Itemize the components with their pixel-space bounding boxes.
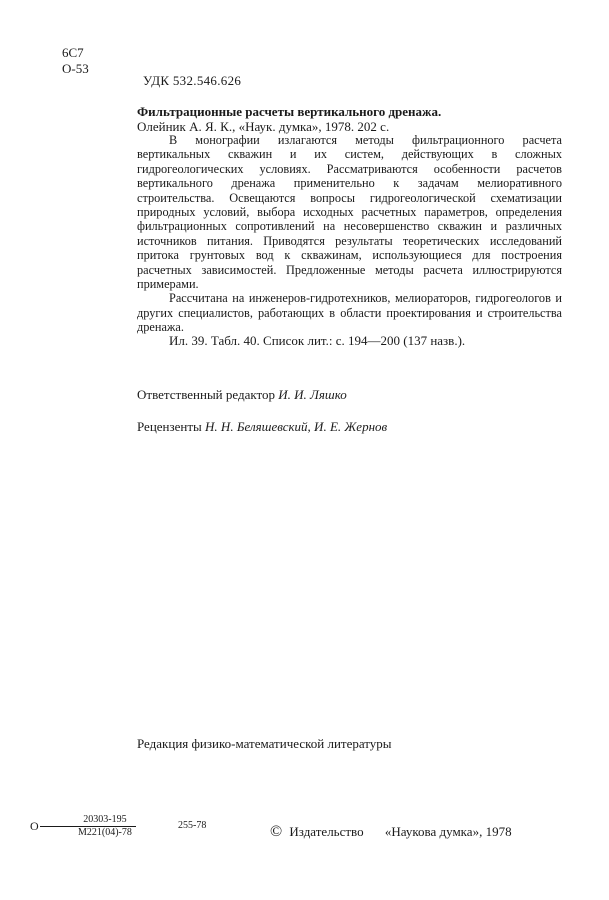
code-prefix: О (30, 819, 39, 833)
code-denominator: М221(04)-78 (78, 827, 132, 838)
author-line: Олейник А. Я. К., «Наук. думка», 1978. 202 с. (137, 119, 390, 134)
bbk-code: 6С7 (62, 45, 84, 60)
reviewers (137, 419, 387, 435)
reviewers-names: Н. Н. Беляшевский, И. Е. Жернов (205, 419, 388, 434)
code-fraction (74, 814, 136, 839)
code-numerator: 20303-195 (74, 814, 136, 827)
bbk-index (62, 45, 89, 77)
responsible-editor (137, 387, 347, 403)
abstract-paragraph-1: В монографии излагаются методы фильтрационного расчета вертикальных скважин и их систем, действующих в сложных гидрогеологических условиях. Рассматриваются особенности расчетов вертикального дренажа применительно к задачам мелиоративного строительства. Освещаются вопросы гидрогеологической схематизации природных условий, выбора исходных расчетных параметров, определения фильтрационных сопротивлений на несовершенство скважин и различных источников питания. Приводятся результаты теоретических исследований притока грунтовых вод к скважинам, использующиеся для построения расчетных зависимостей. Предложенные методы расчета иллюстрируются примерами. (137, 133, 562, 292)
copyright-label: Издательство (289, 824, 364, 839)
redaction-note: Редакция физико-математической литературы (137, 736, 392, 751)
copyright-line (270, 823, 512, 841)
reviewers-label: Рецензенты (137, 419, 202, 434)
abstract-paragraph-2: Рассчитана на инженеров-гидротехников, мелиораторов, гидрогеологов и других специалистов, работающих в области проектирования и строительства дренажа. (137, 291, 562, 335)
editor-name: И. И. Ляшко (278, 387, 347, 402)
editor-label: Ответственный редактор (137, 387, 276, 402)
book-title: Фильтрационные расчеты вертикального дренажа. (137, 104, 442, 119)
illustrations-note: Ил. 39. Табл. 40. Список лит.: с. 194—200 (137 назв.). (169, 333, 466, 348)
publisher-name: «Наукова думка», (384, 824, 483, 839)
abstract (137, 133, 562, 335)
copyright-year: 1978 (485, 824, 512, 839)
code-divider (40, 826, 74, 827)
author-mark: О-53 (62, 61, 89, 76)
udk-code: УДК 532.546.626 (143, 73, 242, 88)
code-suffix: 255-78 (178, 820, 207, 831)
copyright-icon: © (270, 823, 283, 840)
